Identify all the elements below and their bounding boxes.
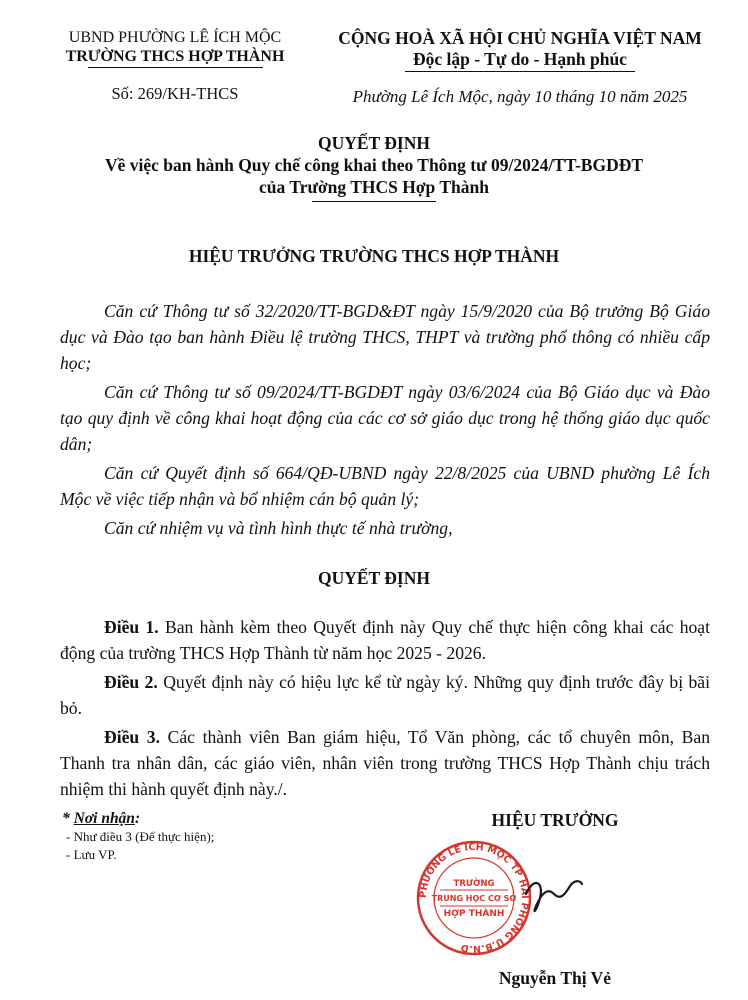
stamp-ring-text: PHƯỜNG LÊ ÍCH MỘC TP HẢI PHÒNG U.B.N.D bbox=[417, 841, 531, 955]
signer-name: Nguyễn Thị Vẻ bbox=[498, 968, 612, 988]
recipients-heading-text: Nơi nhận bbox=[73, 810, 135, 827]
decision-subject-line-1: Về việc ban hành Quy chế công khai theo Thông tư 09/2024/TT-BGDĐT bbox=[104, 155, 644, 175]
stamp-line-3: HỢP THÀNH bbox=[443, 909, 505, 919]
legal-basis-item: Căn cứ Thông tư số 32/2020/TT-BGD&ĐT ngày 15/9/2020 của Bộ trưởng Bộ Giáo dục và Đào tạo ban hành Điều lệ trường THCS, THPT và trường phổ thông có nhiều cấp học; bbox=[60, 301, 710, 373]
authority-title: HIỆU TRƯỞNG TRƯỜNG THCS HỢP THÀNH bbox=[188, 246, 560, 266]
article-2 bbox=[60, 669, 710, 721]
motto-underline bbox=[405, 71, 635, 72]
signer-title: HIỆU TRƯỞNG bbox=[491, 810, 619, 830]
decision-subject-line-2: của Trường THCS Hợp Thành bbox=[259, 177, 489, 197]
subject-underline bbox=[312, 201, 436, 202]
articles bbox=[60, 614, 710, 805]
stamp-and-signature-graphic bbox=[414, 836, 624, 958]
place-and-date: Phường Lê Ích Mộc, ngày 10 tháng 10 năm 2025 bbox=[352, 87, 688, 106]
national-motto: Độc lập - Tự do - Hạnh phúc bbox=[413, 49, 627, 69]
stamp-line-2: TRUNG HỌC CƠ SỞ bbox=[431, 894, 517, 903]
official-stamp bbox=[414, 836, 624, 963]
recipients-star: * bbox=[62, 810, 74, 827]
school-underline bbox=[88, 67, 263, 68]
recipient-item: - Như điều 3 (Để thực hiện); bbox=[66, 829, 215, 844]
legal-bases bbox=[60, 298, 710, 544]
handwritten-signature bbox=[526, 881, 582, 911]
recipient-item: - Lưu VP. bbox=[66, 847, 117, 862]
article-text: Các thành viên Ban giám hiệu, Tổ Văn phòng, các tổ chuyên môn, Ban Thanh tra nhân dân, các giáo viên, nhân viên trong trường THCS Hợp Thành chịu trách nhiệm thi hành quyết định này./. bbox=[60, 727, 711, 799]
article-label: Điều 3. bbox=[104, 727, 160, 747]
country-name: CỘNG HOÀ XÃ HỘI CHỦ NGHĨA VIỆT NAM bbox=[338, 28, 702, 48]
stamp-line-1: TRƯỜNG bbox=[453, 879, 495, 889]
decides-title: QUYẾT ĐỊNH bbox=[318, 568, 430, 588]
recipients-colon: : bbox=[134, 810, 141, 827]
school-name: TRƯỜNG THCS HỢP THÀNH bbox=[65, 48, 285, 65]
national-heading-block bbox=[300, 28, 740, 107]
legal-basis-item: Căn cứ Thông tư số 09/2024/TT-BGDĐT ngày 03/6/2024 của Bộ Giáo dục và Đào tạo quy định về công khai hoạt động của các cơ sở giáo dục trong hệ thống giáo dục quốc dân; bbox=[60, 382, 710, 454]
document-number: Số: 269/KH-THCS bbox=[111, 84, 239, 103]
legal-basis-item: Căn cứ Quyết định số 664/QĐ-UBND ngày 22/8/2025 của UBND phường Lê Ích Mộc về việc tiếp nhận và bổ nhiệm cán bộ quản lý; bbox=[60, 463, 710, 509]
decision-title-block bbox=[0, 132, 748, 202]
decision-title: QUYẾT ĐỊNH bbox=[318, 133, 430, 153]
article-text: Ban hành kèm theo Quyết định này Quy chế thực hiện công khai các hoạt động của trường THCS Hợp Thành từ năm học 2025 - 2026. bbox=[60, 617, 710, 663]
recipients-heading bbox=[62, 810, 214, 828]
recipients-block bbox=[62, 810, 214, 864]
legal-basis-item: Căn cứ nhiệm vụ và tình hình thực tế nhà trường, bbox=[104, 518, 453, 538]
authority-name: UBND PHƯỜNG LÊ ÍCH MỘC bbox=[68, 29, 282, 46]
article-1 bbox=[60, 614, 710, 666]
article-label: Điều 2. bbox=[104, 672, 158, 692]
article-text: Quyết định này có hiệu lực kể từ ngày ký. Những quy định trước đây bị bãi bỏ. bbox=[60, 672, 710, 718]
issuing-agency-block bbox=[30, 28, 320, 103]
article-label: Điều 1. bbox=[104, 617, 159, 637]
article-3 bbox=[60, 724, 710, 802]
